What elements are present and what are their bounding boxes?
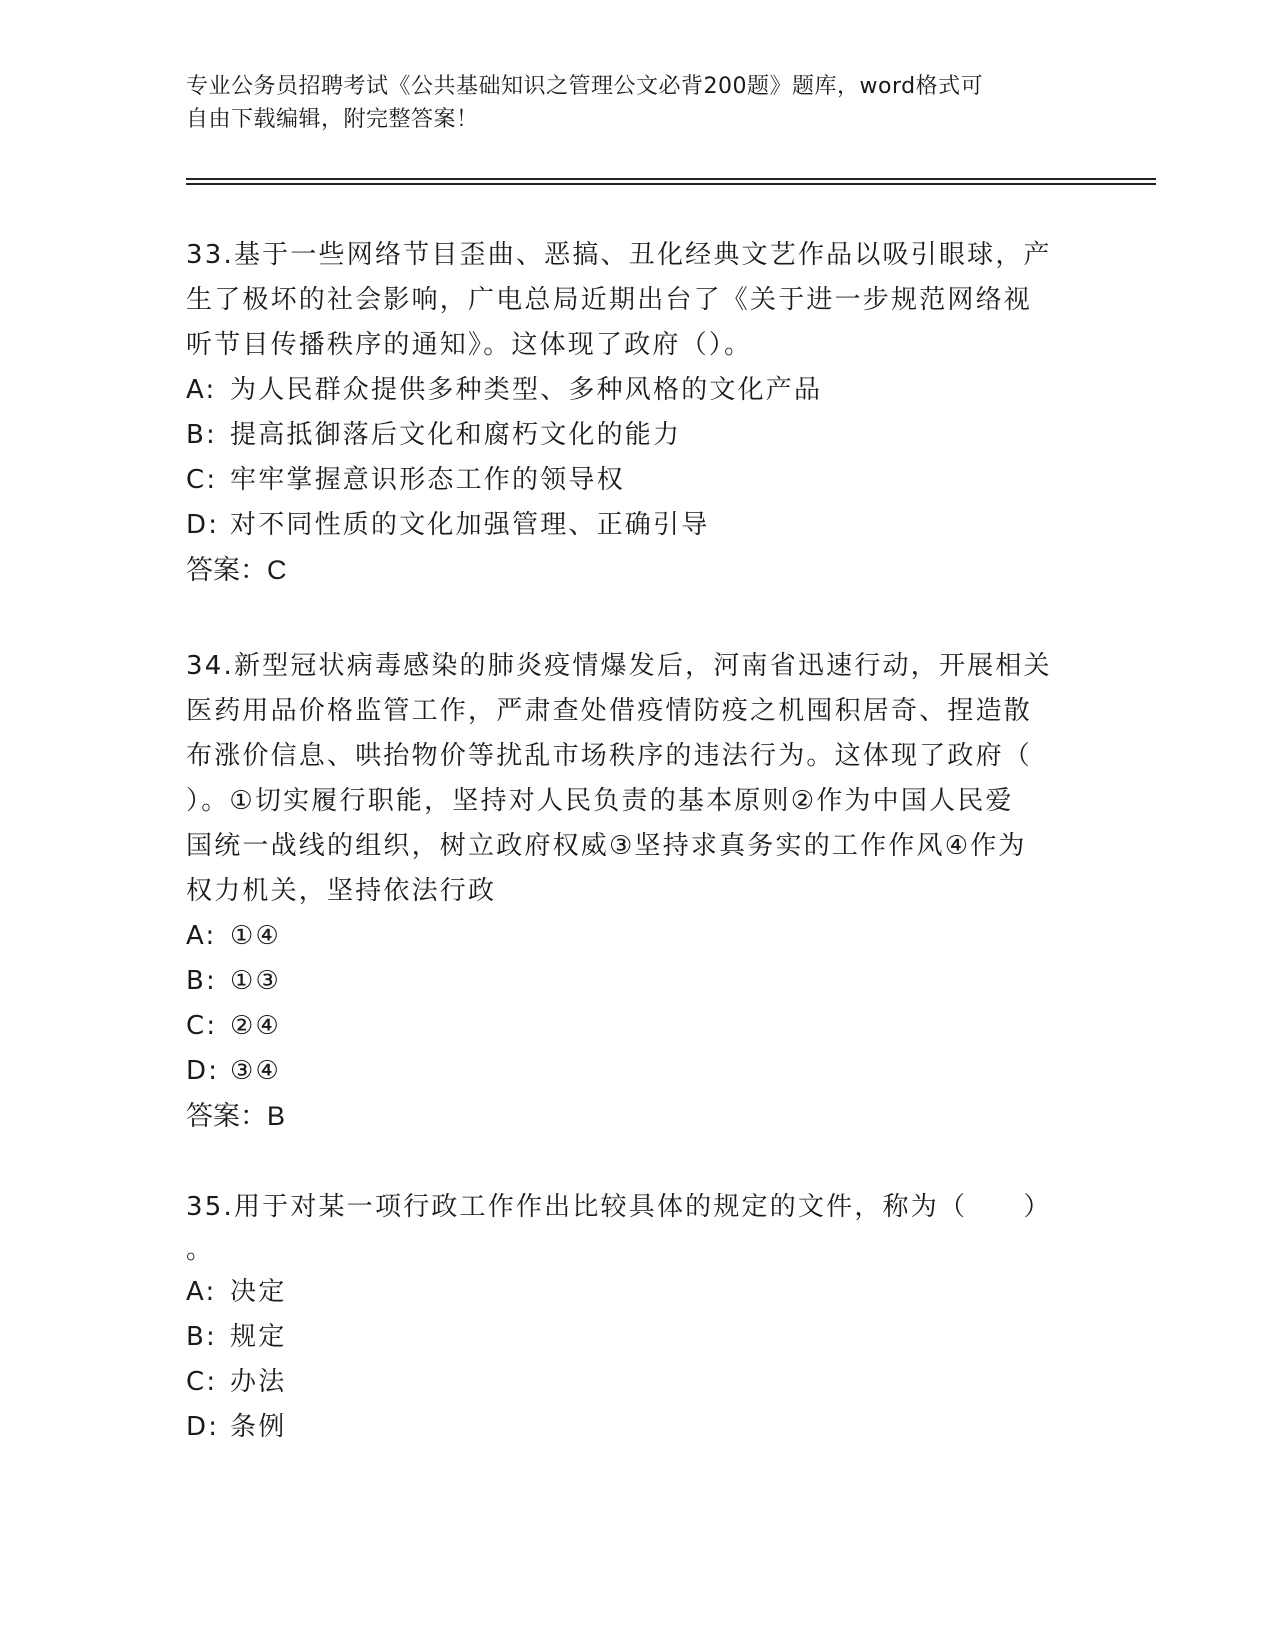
option-letter: B:	[186, 966, 217, 996]
option-text: 规定	[230, 1322, 287, 1352]
question-stem-line: ）。①切实履行职能，坚持对人民负责的基本原则②作为中国人民爱	[186, 786, 1014, 816]
option-text: 办法	[230, 1367, 287, 1397]
question-stem-line: 生了极坏的社会影响，广电总局近期出台了《关于进一步规范网络视	[186, 285, 1033, 315]
question-stem-line: 34.新型冠状病毒感染的肺炎疫情爆发后，河南省迅速行动，开展相关	[186, 651, 1052, 681]
question-stem-line: 国统一战线的组织，树立政府权威③坚持求真务实的工作作风④作为	[186, 831, 1027, 861]
option-letter: C:	[186, 465, 218, 495]
question-stem-line: 33.基于一些网络节目歪曲、恶搞、丑化经典文艺作品以吸引眼球，产	[186, 240, 1052, 270]
answer-label: 答案：C	[186, 555, 287, 585]
question-33	[186, 233, 1086, 593]
option-a	[186, 914, 1086, 959]
option-d	[186, 503, 1086, 548]
option-b	[186, 413, 1086, 458]
option-letter: A:	[186, 375, 217, 405]
option-text: 决定	[230, 1277, 287, 1307]
option-c	[186, 458, 1086, 503]
option-letter: D:	[186, 1056, 220, 1086]
question-stem-line: 听节目传播秩序的通知》。这体现了政府（）。	[186, 330, 753, 360]
option-letter: A:	[186, 1277, 217, 1307]
option-letter: A:	[186, 921, 217, 951]
option-text: ①④	[230, 921, 282, 951]
option-c	[186, 1360, 1086, 1405]
option-text: 提高抵御落后文化和腐朽文化的能力	[230, 420, 682, 450]
option-text: ③④	[230, 1056, 282, 1086]
header-divider-bottom	[186, 183, 1156, 185]
option-text: ①③	[230, 966, 282, 996]
option-letter: C:	[186, 1367, 218, 1397]
header-line-1: 专业公务员招聘考试《公共基础知识之管理公文必背200题》题库，word格式可	[186, 74, 984, 99]
option-letter: D:	[186, 510, 220, 540]
option-letter: D:	[186, 1412, 220, 1442]
question-stem-line: 。	[186, 1235, 215, 1265]
option-letter: B:	[186, 1322, 217, 1352]
option-c	[186, 1004, 1086, 1049]
question-stem-line: 布涨价信息、哄抬物价等扰乱市场秩序的违法行为。这体现了政府（	[186, 741, 1033, 771]
header-divider-top	[186, 178, 1156, 180]
answer-label: 答案：B	[186, 1101, 286, 1131]
option-a	[186, 368, 1086, 413]
option-text: 为人民群众提供多种类型、多种风格的文化产品	[230, 375, 823, 405]
option-d	[186, 1405, 1086, 1450]
question-stem-line: 35.用于对某一项行政工作作出比较具体的规定的文件，称为（ ）	[186, 1192, 1052, 1222]
option-b	[186, 959, 1086, 1004]
question-35	[186, 1185, 1086, 1450]
option-text: 条例	[230, 1412, 287, 1442]
option-text: 对不同性质的文化加强管理、正确引导	[230, 510, 710, 540]
option-letter: B:	[186, 420, 217, 450]
option-text: 牢牢掌握意识形态工作的领导权	[230, 465, 625, 495]
option-b	[186, 1315, 1086, 1360]
question-34	[186, 644, 1086, 1139]
option-d	[186, 1049, 1086, 1094]
header-line-2: 自由下载编辑，附完整答案！	[186, 107, 479, 132]
question-stem-line: 医药用品价格监管工作，严肃查处借疫情防疫之机囤积居奇、捏造散	[186, 696, 1033, 726]
option-text: ②④	[230, 1011, 282, 1041]
option-letter: C:	[186, 1011, 218, 1041]
option-a	[186, 1270, 1086, 1315]
question-stem-line: 权力机关，坚持依法行政	[186, 876, 497, 906]
document-header	[186, 70, 1066, 136]
